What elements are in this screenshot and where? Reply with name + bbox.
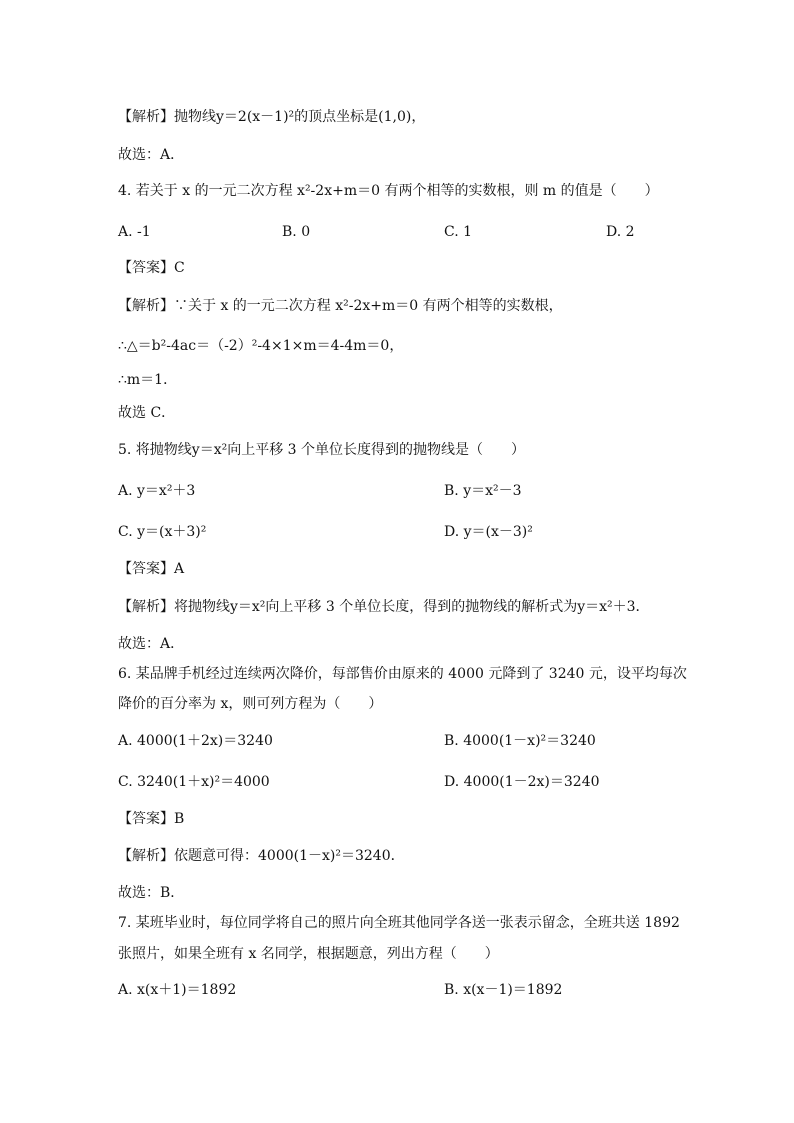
question-7-line-1: 7. 某班毕业时，每位同学将自己的照片向全班其他同学各送一张表示留念，全班共送 1892 xyxy=(118,915,680,931)
q4-analysis-2: ∴△＝b²-4ac＝（-2）²-4×1×m＝4-4m＝0， xyxy=(118,338,404,354)
analysis-line: 【解析】抛物线y＝2(x－1)²的顶点坐标是(1,0)， xyxy=(118,109,426,125)
q4-answer: 【答案】C xyxy=(118,260,185,276)
question-5: 5. 将抛物线y＝x²向上平移 3 个单位长度得到的抛物线是（ ） xyxy=(118,442,526,458)
q6-answer: 【答案】B xyxy=(118,811,185,827)
question-6-line-2: 降价的百分率为 x，则可列方程为（ ） xyxy=(118,696,383,712)
q6-analysis-1: 【解析】依题意可得：4000(1－x)²＝3240． xyxy=(118,848,405,864)
q7-option-a: A. x(x＋1)＝1892 xyxy=(118,982,237,998)
q4-analysis-3: ∴m＝1． xyxy=(118,372,178,388)
q5-analysis-1: 【解析】将抛物线y＝x²向上平移 3 个单位长度，得到的抛物线的解析式为y＝x²＋3． xyxy=(118,599,650,615)
q5-option-d: D. y＝(x－3)² xyxy=(444,524,533,540)
q6-option-c: C. 3240(1＋x)²＝4000 xyxy=(118,774,270,790)
q5-option-b: B. y＝x²－3 xyxy=(444,483,522,499)
q7-option-b: B. x(x－1)＝1892 xyxy=(444,982,563,998)
q5-option-a: A. y＝x²＋3 xyxy=(118,483,196,499)
question-4: 4. 若关于 x 的一元二次方程 x²-2x+m＝0 有两个相等的实数根，则 m 的值是（ ） xyxy=(118,183,659,199)
q4-option-c: C. 1 xyxy=(444,224,473,240)
q5-option-c: C. y＝(x＋3)² xyxy=(118,524,207,540)
q5-analysis-2: 故选：A． xyxy=(118,636,185,652)
question-6-line-1: 6. 某品牌手机经过连续两次降价，每部售价由原来的 4000 元降到了 3240 元，设平均每次 xyxy=(118,666,687,682)
q4-option-b: B. 0 xyxy=(282,224,311,240)
q4-option-d: D. 2 xyxy=(606,224,635,240)
q6-option-b: B. 4000(1－x)²＝3240 xyxy=(444,733,596,749)
q4-option-a: A. -1 xyxy=(118,224,151,240)
q5-answer: 【答案】A xyxy=(118,561,185,577)
q6-analysis-2: 故选：B． xyxy=(118,885,185,901)
question-7-line-2: 张照片，如果全班有 x 名同学，根据题意，列出方程（ ） xyxy=(118,946,499,962)
q6-option-d: D. 4000(1－2x)＝3240 xyxy=(444,774,600,790)
answer-choice-line: 故选：A． xyxy=(118,147,185,163)
q4-analysis-4: 故选 C． xyxy=(118,405,176,421)
q6-option-a: A. 4000(1＋2x)＝3240 xyxy=(118,733,273,749)
q4-analysis-1: 【解析】∵关于 x 的一元二次方程 x²-2x+m＝0 有两个相等的实数根， xyxy=(118,298,563,314)
